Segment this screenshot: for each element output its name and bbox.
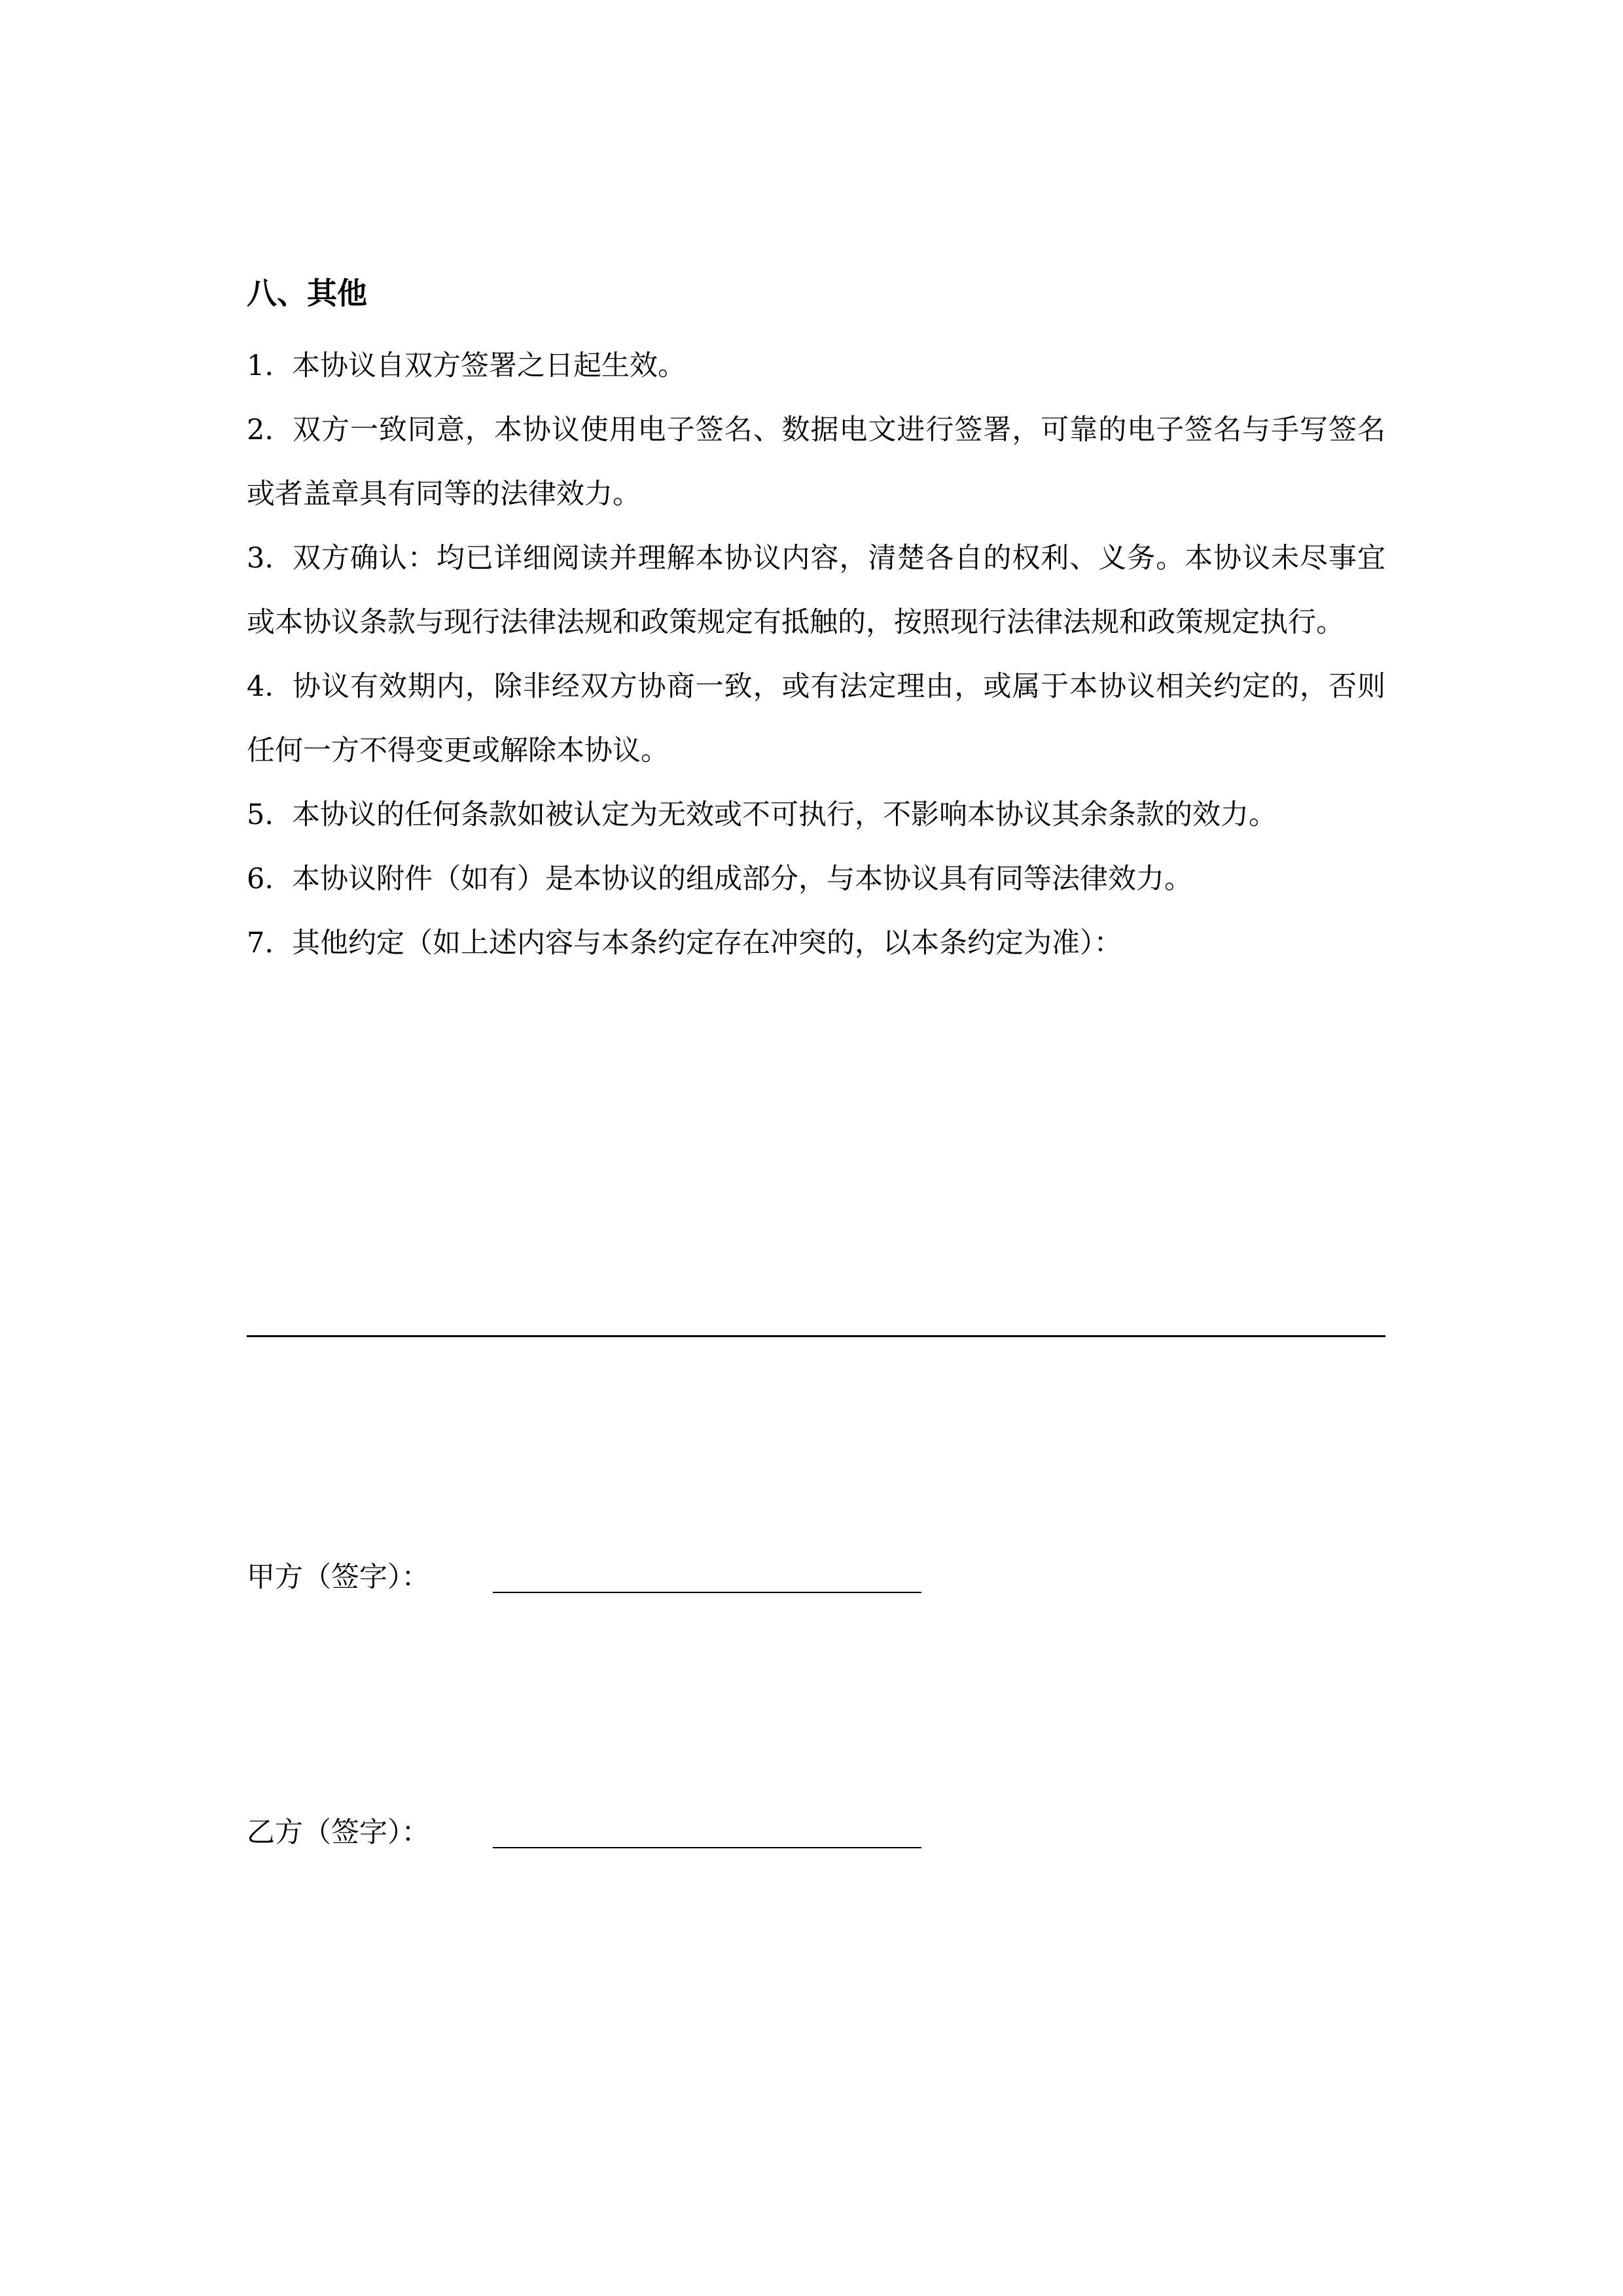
- clause-number: 2.: [247, 414, 274, 446]
- clause-text: 协议有效期内，除非经双方协商一致，或有法定理由，或属于本协议相关约定的，否则任何一方不得变更或解除本协议。: [247, 670, 1385, 767]
- clause-item: [247, 783, 1385, 847]
- party-b-signature-field[interactable]: [493, 1847, 921, 1848]
- clause-item: [247, 526, 1385, 655]
- clause-item: [247, 847, 1385, 911]
- party-b-signature-label: 乙方（签字）：: [247, 1816, 430, 1849]
- clause-item: [247, 334, 1385, 398]
- clause-text: 本协议自双方签署之日起生效。: [292, 350, 687, 382]
- clause-text: 双方一致同意，本协议使用电子签名、数据电文进行签署，可靠的电子签名与手写签名或者盖章具有同等的法律效力。: [247, 414, 1385, 511]
- party-a-signature-field[interactable]: [493, 1592, 921, 1593]
- clause-number: 3.: [247, 542, 274, 575]
- clause-number: 5.: [247, 798, 274, 831]
- clause-number: 1.: [247, 350, 274, 382]
- party-a-signature-row: [247, 1558, 1032, 1604]
- clause-number: 4.: [247, 670, 274, 703]
- clause-item: [247, 911, 1385, 975]
- clause-list: [247, 334, 1385, 975]
- clause-text: 本协议的任何条款如被认定为无效或不可执行，不影响本协议其余条款的效力。: [292, 798, 1277, 831]
- clause-text: 双方确认：均已详细阅读并理解本协议内容，清楚各自的权利、义务。本协议未尽事宜或本协议条款与现行法律法规和政策规定有抵触的，按照现行法律法规和政策规定执行。: [247, 542, 1385, 639]
- clause-text: 本协议附件（如有）是本协议的组成部分，与本协议具有同等法律效力。: [292, 863, 1193, 895]
- clause-text: 其他约定（如上述内容与本条约定存在冲突的，以本条约定为准）：: [292, 927, 1122, 960]
- other-agreement-blank-line[interactable]: [247, 1335, 1385, 1337]
- clause-number: 6.: [247, 863, 274, 895]
- clause-item: [247, 655, 1385, 783]
- section-title: 八、其他: [247, 276, 367, 311]
- party-b-signature-row: [247, 1813, 1032, 1859]
- clause-item: [247, 398, 1385, 526]
- clause-number: 7.: [247, 927, 274, 960]
- party-a-signature-label: 甲方（签字）：: [247, 1561, 430, 1594]
